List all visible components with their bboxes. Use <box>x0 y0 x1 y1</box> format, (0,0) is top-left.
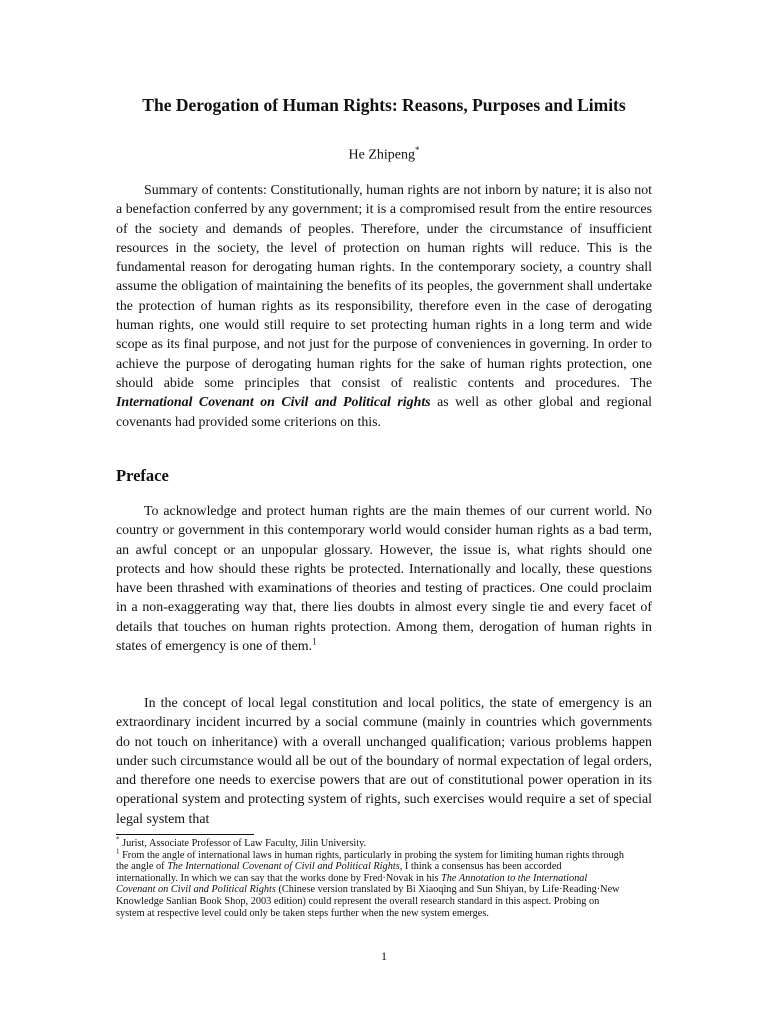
footnote-1-text-e: (Chinese version translated by Bi Xiaoqing and Sun Shiyan, by Life·Reading·New Knowledge Sanlian Book Shop, 2003 edition) could represent the overall research standard in this aspect. Probing on system at respective level could only be taken steps further when the new system emerges. <box>116 884 620 919</box>
footnote-author <box>116 835 626 850</box>
author-footnote-mark: * <box>414 145 420 155</box>
preface-heading: Preface <box>116 466 169 485</box>
author-name: He Zhipeng <box>348 147 415 163</box>
summary-tail: as well as other global and regional covenants had provided some criterions on this. <box>116 395 652 430</box>
summary-paragraph <box>116 181 652 432</box>
footnote-star-mark: * <box>116 835 120 844</box>
footnote-1-mark: 1 <box>116 847 120 856</box>
footnote-author-text: Jurist, Associate Professor of Law Faculty, Jilin University. <box>119 838 367 849</box>
footnote-1-text-c: I think a consensus has been accorded internationally. In which we can say that the works done by Fred·Novak in his <box>116 861 562 884</box>
footnote-divider <box>116 834 254 835</box>
preface-paragraph-1 <box>116 502 652 656</box>
page-number: 1 <box>381 949 387 963</box>
footnote-1-covenant-title: The International Covenant of Civil and Political Rights, <box>167 861 403 873</box>
paragraph-1-text: To acknowledge and protect human rights are the main themes of our current world. No country or government in this contemporary world would consider human rights as a bad term, an awful concept or an unpopular glossary. However, the issue is, what rights should one protects and how should these rights be protected. Internationally and locally, these questions have been thrashed with examinations of theories and testing of practices. One could proclaim in a non-exaggerating way that, there lies doubts in almost every single tie and every facet of details that touches on human rights protection. Among them, derogation of human rights in states of emergency is one of them. <box>116 504 652 655</box>
footnote-1-annotation-title: The Annotation to the International Covenant on Civil and Political Rights <box>116 872 588 896</box>
author-line <box>0 145 768 164</box>
covenant-title-emphasis: International Covenant on Civil and Political rights <box>116 395 431 411</box>
document-title: The Derogation of Human Rights: Reasons, Purposes and Limits <box>142 95 626 115</box>
footnote-1-text-a: From the angle of international laws in human rights, particularly in probing the system for limiting human rights through the angle of <box>116 849 624 873</box>
footnote-ref-1: 1 <box>312 636 317 647</box>
footnotes <box>116 835 626 919</box>
preface-paragraph-2: In the concept of local legal constitution and local politics, the state of emergency is an extraordinary incident incurred by a social commune (mainly in countries which governments do not touch on inheritance) with a overall unchanged qualification; various problems happen under such circumstance would all be out of the boundary of normal expectation of legal orders, and therefore one needs to exercise powers that are out of constitutional power operation in its operational system and protecting system of rights, such exercises would require a set of special legal system that <box>116 696 652 827</box>
summary-text: Summary of contents: Constitutionally, human rights are not inborn by nature; it is also not a benefaction conferred by any government; it is a compromised result from the entire resources of the society and demands of peoples. Therefore, under the circumstance of insufficient resources in the society, the level of protection on human rights will reduce. This is the fundamental reason for derogating human rights. In the contemporary society, a country shall assume the obligation of maintaining the benefits of its peoples, the government shall undertake the protection of human rights as its responsibility, therefore even in the case of derogating human rights, one would still require to set protecting human rights in a long term and wide scope as its final purpose, and not just for the purpose of conveniences in governing. In order to achieve the purpose of derogating human rights for the sake of human rights protection, one should abide some principles that consist of realistic contents and procedures. The <box>116 183 652 391</box>
footnote-1 <box>116 847 626 920</box>
